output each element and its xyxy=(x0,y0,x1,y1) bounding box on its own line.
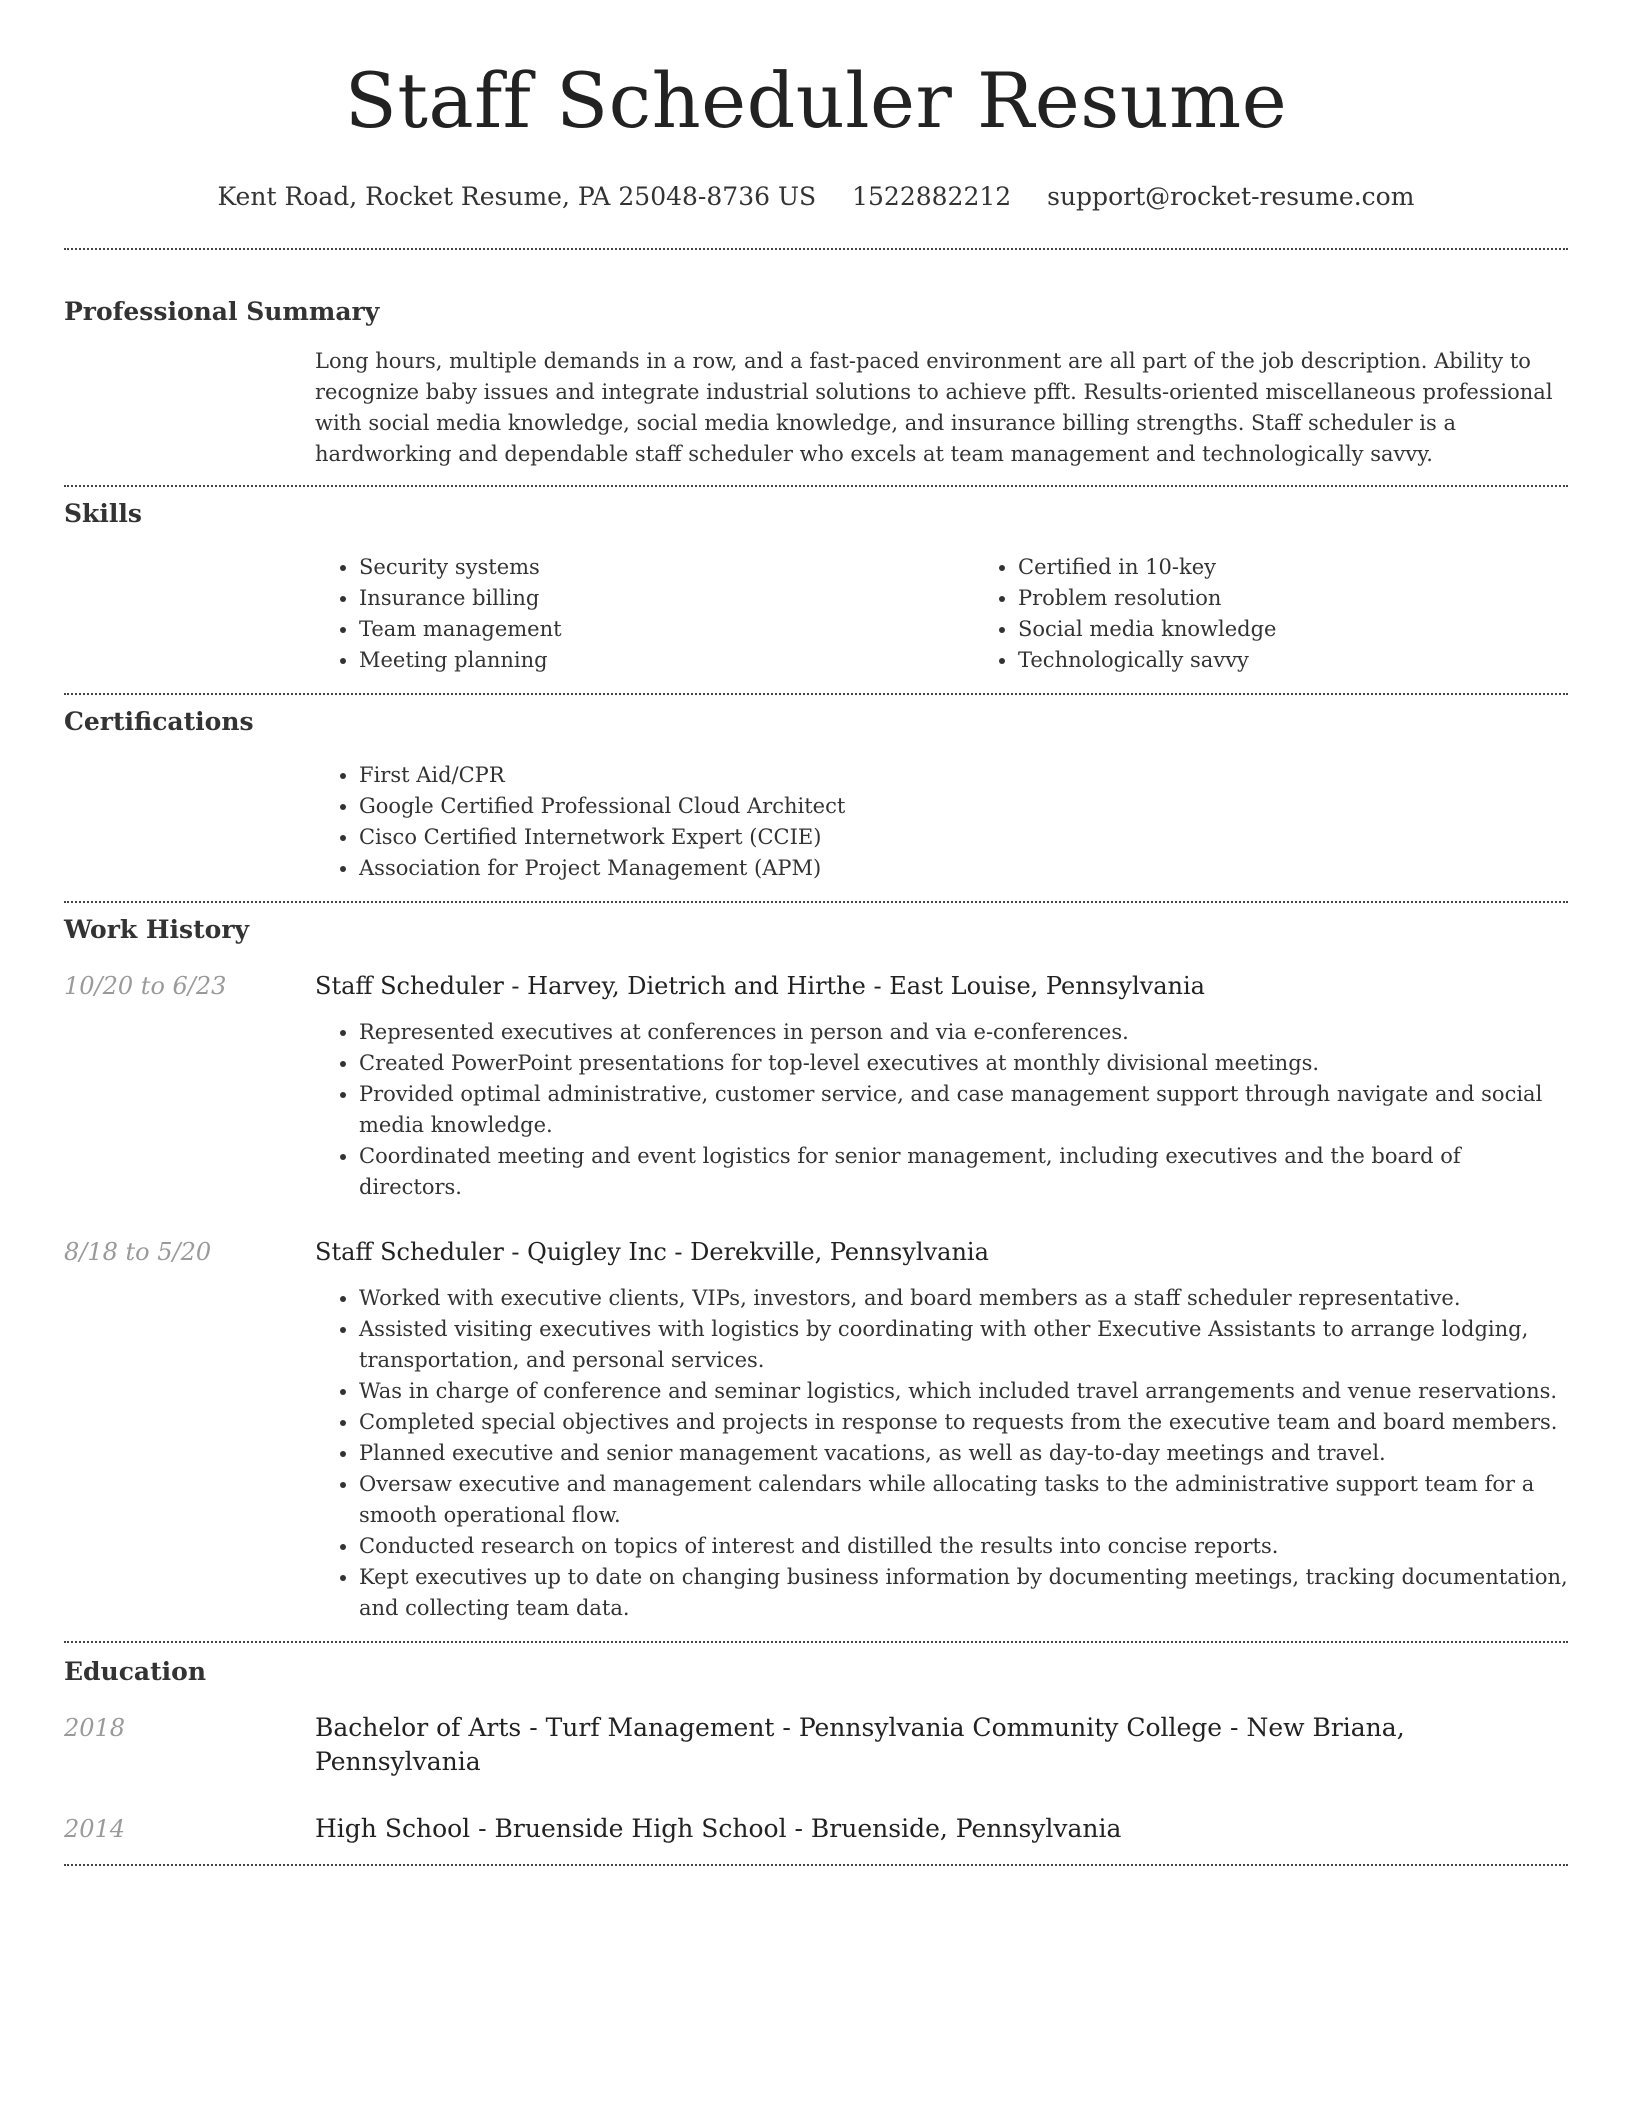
skills-list-right xyxy=(974,552,1632,676)
education-entry xyxy=(64,1812,1568,1846)
contact-line xyxy=(64,180,1568,214)
skill-item: • Insurance billing xyxy=(359,583,974,614)
skill-item: • Social media knowledge xyxy=(1018,614,1632,645)
certification-item: • Association for Project Management (APM) xyxy=(359,853,1568,884)
summary-section xyxy=(64,295,1568,470)
certifications-section xyxy=(64,705,1568,884)
job-bullet: • Represented executives at conferences in person and via e-conferences. xyxy=(359,1017,1568,1048)
job-bullet: • Assisted visiting executives with logistics by coordinating with other Executive Assistants to arrange lodging, transportation, and personal services. xyxy=(359,1314,1568,1376)
divider xyxy=(64,1641,1568,1643)
certification-item: • Google Certified Professional Cloud Architect xyxy=(359,791,1568,822)
contact-phone: 1522882212 xyxy=(852,182,1012,211)
skill-item: • Certified in 10-key xyxy=(1018,552,1632,583)
summary-text: Long hours, multiple demands in a row, and a fast-paced environment are all part of the job description. Ability to recognize baby issues and integrate industrial solutions to achieve pfft. Results-oriented miscellaneous professional with social media knowledge, social media knowledge, and insurance billing strengths. Staff scheduler is a hardworking and dependable staff scheduler who excels at team management and technologically savvy. xyxy=(315,349,1553,466)
job-bullets xyxy=(315,1283,1568,1624)
skill-item: • Security systems xyxy=(359,552,974,583)
education-entry xyxy=(64,1711,1568,1779)
education-title: Bachelor of Arts - Turf Management - Pennsylvania Community College - New Briana, Pennsylvania xyxy=(315,1713,1405,1776)
skill-item: • Meeting planning xyxy=(359,645,974,676)
divider xyxy=(64,693,1568,695)
certifications-list xyxy=(315,760,1568,884)
divider xyxy=(64,901,1568,903)
work-section xyxy=(64,913,1568,1624)
education-section xyxy=(64,1655,1568,1846)
certifications-heading: Certifications xyxy=(64,707,254,736)
page-title: Staff Scheduler Resume xyxy=(344,56,1288,145)
job-bullet: • Created PowerPoint presentations for top-level executives at monthly divisional meetings. xyxy=(359,1048,1568,1079)
education-heading: Education xyxy=(64,1657,207,1686)
certification-item: • First Aid/CPR xyxy=(359,760,1568,791)
contact-address: Kent Road, Rocket Resume, PA 25048-8736 US xyxy=(217,182,817,211)
education-year: 2018 xyxy=(64,1714,126,1742)
skill-item: • Team management xyxy=(359,614,974,645)
education-year: 2014 xyxy=(64,1815,126,1843)
job-title: Staff Scheduler - Quigley Inc - Derekville, Pennsylvania xyxy=(315,1238,989,1266)
job-title: Staff Scheduler - Harvey, Dietrich and Hirthe - East Louise, Pennsylvania xyxy=(315,972,1205,1000)
skill-item: • Problem resolution xyxy=(1018,583,1632,614)
divider xyxy=(64,485,1568,487)
job-entry xyxy=(64,969,1568,1203)
skills-section xyxy=(64,497,1568,676)
job-bullet: • Coordinated meeting and event logistics for senior management, including executives and the board of directors. xyxy=(359,1141,1568,1203)
job-bullet: • Kept executives up to date on changing business information by documenting meetings, tracking documentation, and collecting team data. xyxy=(359,1562,1568,1624)
skills-heading: Skills xyxy=(64,499,142,528)
job-dates: 10/20 to 6/23 xyxy=(64,972,227,1000)
job-bullet: • Planned executive and senior management vacations, as well as day-to-day meetings and travel. xyxy=(359,1438,1568,1469)
job-bullet: • Worked with executive clients, VIPs, investors, and board members as a staff scheduler representative. xyxy=(359,1283,1568,1314)
job-bullet: • Provided optimal administrative, customer service, and case management support through navigate and social media knowledge. xyxy=(359,1079,1568,1141)
job-bullet: • Oversaw executive and management calendars while allocating tasks to the administrative support team for a smooth operational flow. xyxy=(359,1469,1568,1531)
skills-list-left xyxy=(315,552,974,676)
job-dates: 8/18 to 5/20 xyxy=(64,1238,212,1266)
contact-email: support@rocket-resume.com xyxy=(1047,182,1415,211)
skill-item: • Technologically savvy xyxy=(1018,645,1632,676)
job-bullet: • Conducted research on topics of interest and distilled the results into concise reports. xyxy=(359,1531,1568,1562)
job-bullets xyxy=(315,1017,1568,1203)
job-bullet: • Completed special objectives and projects in response to requests from the executive team and board members. xyxy=(359,1407,1568,1438)
divider xyxy=(64,248,1568,250)
work-heading: Work History xyxy=(64,915,250,944)
certification-item: • Cisco Certified Internetwork Expert (CCIE) xyxy=(359,822,1568,853)
divider xyxy=(64,1864,1568,1866)
job-entry xyxy=(64,1235,1568,1624)
summary-heading: Professional Summary xyxy=(64,297,380,326)
job-bullet: • Was in charge of conference and seminar logistics, which included travel arrangements and venue reservations. xyxy=(359,1376,1568,1407)
education-title: High School - Bruenside High School - Bruenside, Pennsylvania xyxy=(315,1814,1122,1843)
